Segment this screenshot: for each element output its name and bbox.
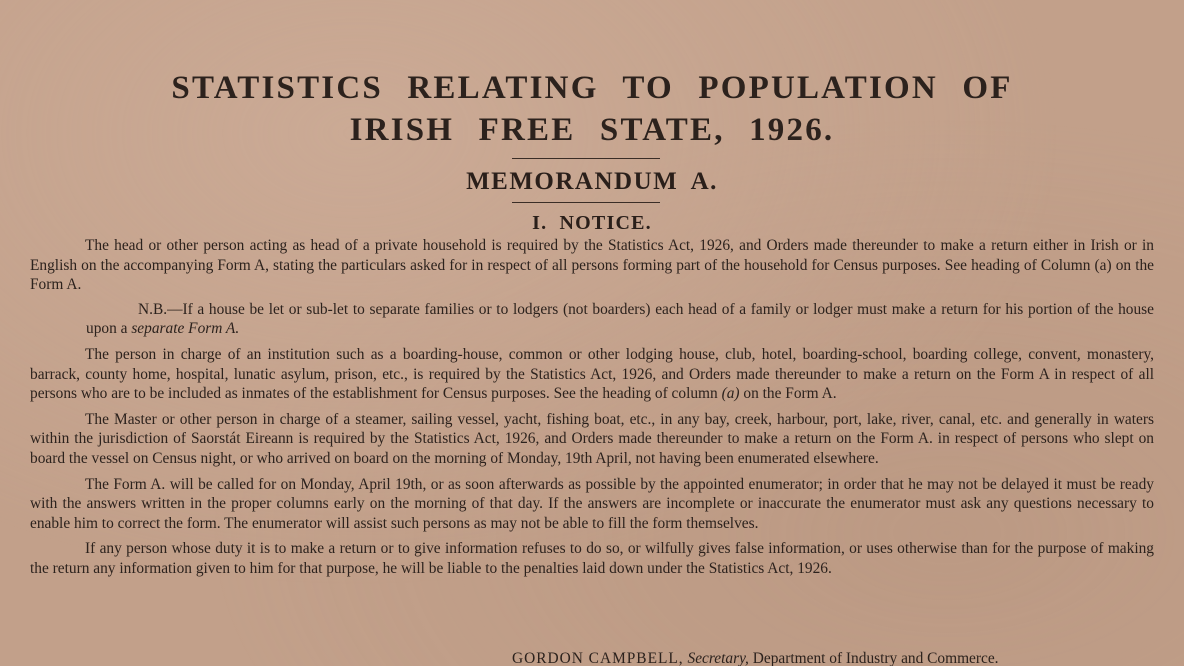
paragraph-penalties: If any person whose duty it is to make a return or to give information refuses to do so, or wilfully gives false information, or uses otherwise than for the purpose of making the return any information given to him for that purpose, he will be liable to the penalties laid down under the Statistics Act, 1926. — [30, 540, 1154, 577]
institution-text-end: on the Form A. — [739, 385, 837, 403]
signatory-name: GORDON CAMPBELL, — [512, 650, 684, 666]
nota-bene-emphasis: separate Form A. — [131, 320, 240, 338]
notice-body — [30, 236, 1154, 579]
memorandum-heading: MEMORANDUM A. — [466, 168, 718, 195]
paragraph-institution — [30, 345, 1154, 404]
memorandum-divider — [512, 202, 660, 203]
paragraph-nota-bene — [30, 300, 1154, 339]
signatory-role: Secretary, — [687, 650, 749, 666]
paragraph-household: The head or other person acting as head of a private household is required by the Statistics Act, 1926, and Orders made thereunder to make a return either in Irish or in English on the accompanying Form A, stating the particulars asked for in respect of all persons forming part of the household for Census purposes. See heading of Column (a) on the Form A. — [30, 237, 1154, 294]
signature-line — [512, 650, 999, 666]
institution-text: The person in charge of an institution such as a boarding-house, common or other lodging house, club, hotel, boarding-school, boarding college, convent, monastery, barrack, county home, hospital, lunatic asylum, prison, etc., is required by the Statistics Act, 1926, and Orders made thereunder to make a return on the Form A in respect of all persons who are to be included as inmates of the establishment for Census purposes. See the heading of column — [30, 345, 1154, 403]
institution-column-ref: (a) — [721, 385, 740, 403]
paragraph-collection: The Form A. will be called for on Monday, April 19th, or as soon afterwards as possible by the appointed enumerator; in order that he may not be delayed it must be ready with the answers written in the proper columns early on the morning of that day. If the answers are incomplete or inaccurate the enumerator must ask any questions necessary to enable him to correct the form. The enumerator will assist such persons as may not be able to fill the form themselves. — [30, 475, 1154, 532]
title-divider — [512, 158, 660, 159]
signatory-department: Department of Industry and Commerce. — [752, 650, 999, 666]
section-heading: I. NOTICE. — [532, 212, 652, 234]
document-title-line-1: STATISTICS RELATING TO POPULATION OF — [171, 70, 1013, 106]
paragraph-vessel: The Master or other person in charge of a steamer, sailing vessel, yacht, fishing boat, etc., in any bay, creek, harbour, port, lake, river, canal, etc. and generally in waters within the jurisdiction of Saorstát Eireann is required by the Statistics Act, 1926, and Orders made thereunder to make a return on the Form A. in respect of persons who slept on board the vessel on Census night, or who arrived on board on the morning of Monday, 19th April, not having been enumerated elsewhere. — [30, 410, 1154, 467]
document-title-line-2: IRISH FREE STATE, 1926. — [349, 112, 835, 148]
nota-bene-text: N.B.—If a house be let or sub-let to separate families or to lodgers (not boarders) each head of a family or lodger must make a return for his portion of the house upon a — [86, 300, 1154, 338]
